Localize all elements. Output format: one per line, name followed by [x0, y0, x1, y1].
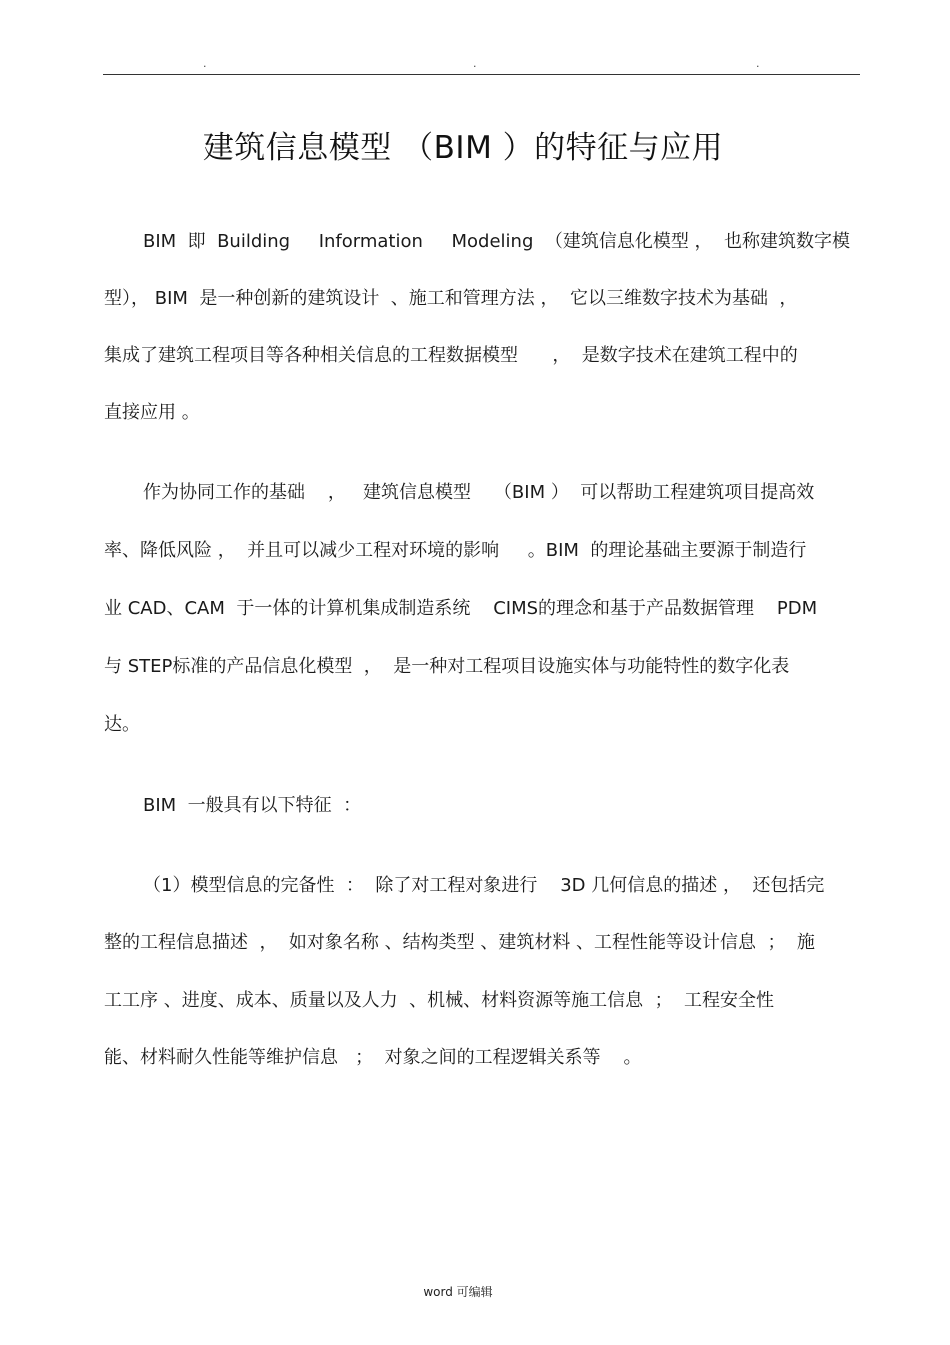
paragraph-4-line-4: 能、材料耐久性能等维护信息 ； 对象之间的工程逻辑关系等 。 — [104, 1047, 642, 1068]
paragraph-3-line-1: BIM 一般具有以下特征 ： — [143, 795, 362, 816]
header-dot-left: . — [203, 57, 207, 70]
header-dot-center: . — [473, 57, 477, 70]
paragraph-1-line-2: 型）， BIM 是一种创新的建筑设计 、施工和管理方法 ， 它以三维数字技术为基础 ， — [104, 288, 798, 309]
document-title: 建筑信息模型 （BIM ）的特征与应用 — [202, 130, 724, 166]
paragraph-1-line-4: 直接应用 。 — [104, 402, 200, 423]
page-footer: word 可编辑 — [423, 1285, 493, 1299]
header-dot-right: . — [756, 57, 760, 70]
paragraph-2-line-1: 作为协同工作的基础 ， 建筑信息模型 （BIM ） 可以帮助工程建筑项目提高效 — [143, 482, 815, 503]
paragraph-2-line-5: 达。 — [104, 714, 140, 735]
paragraph-4-line-3: 工工序 、进度、成本、质量以及人力 、机械、材料资源等施工信息 ； 工程安全性 — [104, 990, 775, 1011]
paragraph-2-line-4: 与 STEP标准的产品信息化模型 ， 是一种对工程项目设施实体与功能特性的数字化表 — [104, 656, 790, 677]
paragraph-2-line-3: 业 CAD、CAM 于一体的计算机集成制造系统 CIMS的理念和基于产品数据管理 PDM — [104, 598, 818, 619]
paragraph-2-line-2: 率、降低风险 ， 并且可以减少工程对环境的影响 。BIM 的理论基础主要源于制造行 — [104, 540, 807, 561]
header-rule — [103, 74, 860, 75]
paragraph-4-line-1: （1）模型信息的完备性 ： 除了对工程对象进行 3D 几何信息的描述 ， 还包括完 — [143, 875, 825, 896]
paragraph-1-line-1: BIM 即 Building Information Modeling （建筑信息化模型 ， 也称建筑数字模 — [143, 231, 850, 252]
paragraph-4-line-2: 整的工程信息描述 ， 如对象名称 、结构类型 、建筑材料 、工程性能等设计信息 ； 施 — [104, 932, 815, 953]
paragraph-1-line-3: 集成了建筑工程项目等各种相关信息的工程数据模型 ， 是数字技术在建筑工程中的 — [104, 345, 798, 366]
